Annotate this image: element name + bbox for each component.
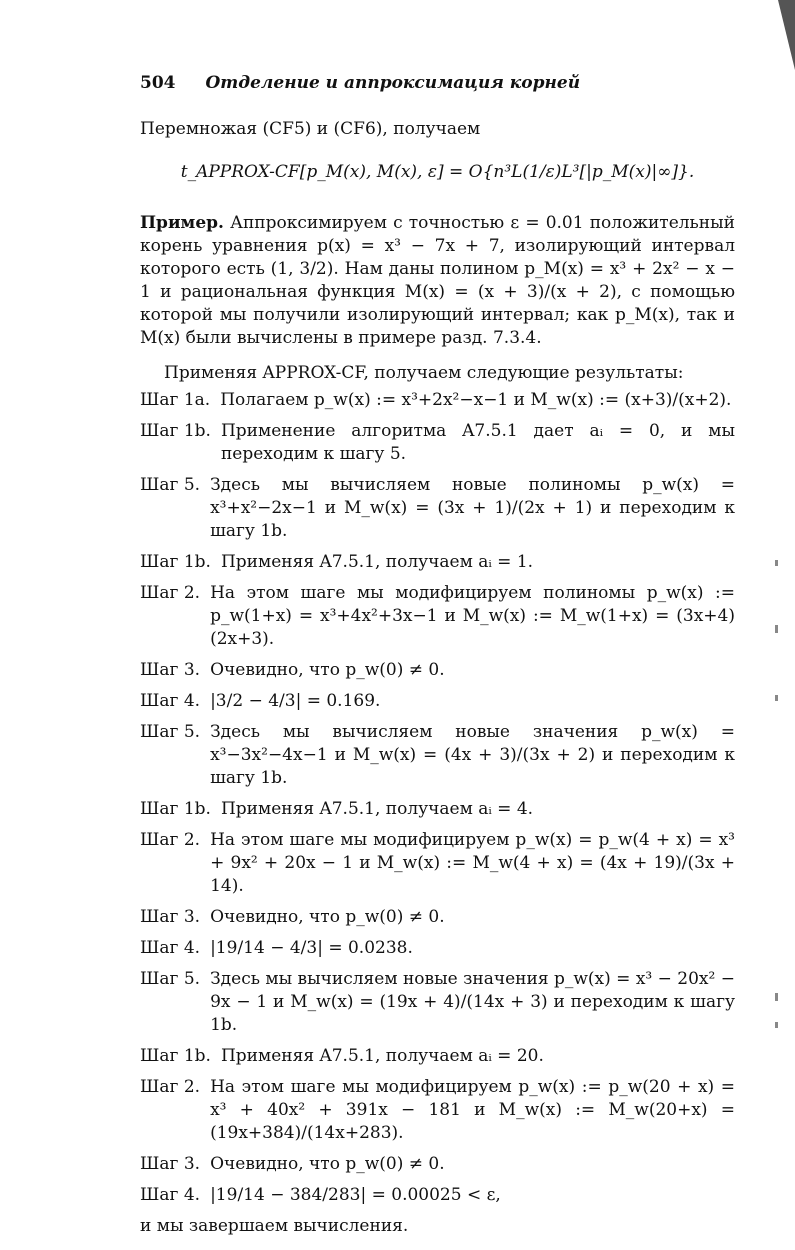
- page-number: 504: [140, 73, 176, 93]
- step-label: Шаг 3.: [140, 1154, 201, 1174]
- step-item: [140, 420, 735, 466]
- step-label: Шаг 1b.: [140, 421, 211, 441]
- step-text: |3/2 − 4/3| = 0.169.: [210, 691, 381, 711]
- step-label: Шаг 2.: [140, 830, 201, 850]
- step-label: Шаг 1а.: [140, 390, 211, 410]
- step-label: Шаг 4.: [140, 938, 201, 958]
- step-label: Шаг 4.: [140, 1185, 201, 1205]
- running-title: Отделение и аппроксимация корней: [205, 73, 581, 93]
- step-item: [140, 551, 735, 574]
- example-paragraph: [140, 212, 735, 350]
- step-label: Шаг 5.: [140, 722, 201, 742]
- step-text: Здесь мы вычисляем новые значения p_w(x) = x³ − 20x² − 9x − 1 и M_w(x) = (19x + 4)/(14x + 3) и переходим к шагу 1b.: [210, 969, 735, 1035]
- step-label: Шаг 3.: [140, 660, 201, 680]
- step-item: [140, 968, 735, 1037]
- step-text: Полагаем p_w(x) := x³+2x²−x−1 и M_w(x) := (x+3)/(x+2).: [220, 390, 732, 410]
- step-item: [140, 1076, 735, 1145]
- step-label: Шаг 5.: [140, 475, 201, 495]
- step-label: Шаг 3.: [140, 907, 201, 927]
- step-label: Шаг 4.: [140, 691, 201, 711]
- step-text: |19/14 − 384/283| = 0.00025 < ε,: [210, 1185, 501, 1205]
- step-label: Шаг 1b.: [140, 552, 211, 572]
- step-text: Применяя A7.5.1, получаем aᵢ = 1.: [220, 552, 534, 572]
- step-text: Применяя A7.5.1, получаем aᵢ = 4.: [220, 799, 534, 819]
- steps-intro: Применяя APPROX-CF, получаем следующие результаты:: [164, 363, 684, 383]
- closing-line: и мы завершаем вычисления.: [140, 1216, 409, 1236]
- steps-list: [140, 389, 735, 1207]
- step-text: Применение алгоритма A7.5.1 дает aᵢ = 0, и мы переходим к шагу 5.: [220, 421, 735, 464]
- step-item: [140, 937, 735, 960]
- margin-speck: [775, 993, 778, 1001]
- margin-speck: [775, 560, 778, 566]
- step-item: [140, 798, 735, 821]
- step-item: [140, 829, 735, 898]
- step-label: Шаг 1b.: [140, 799, 211, 819]
- step-item: [140, 659, 735, 682]
- book-page: [140, 72, 735, 1250]
- step-text: Очевидно, что p_w(0) ≠ 0.: [210, 907, 445, 927]
- step-label: Шаг 2.: [140, 583, 201, 603]
- step-text: Применяя A7.5.1, получаем aᵢ = 20.: [220, 1046, 544, 1066]
- step-item: [140, 1184, 735, 1207]
- step-text: На этом шаге мы модифицируем p_w(x) = p_w(4 + x) = x³ + 9x² + 20x − 1 и M_w(x) := M_w(4 + x) = (4x + 19)/(3x + 14).: [210, 830, 735, 896]
- step-text: |19/14 − 4/3| = 0.0238.: [210, 938, 413, 958]
- step-text: На этом шаге мы модифицируем полиномы p_w(x) := p_w(1+x) = x³+4x²+3x−1 и M_w(x) := M_w(1+x) = (3x+4)(2x+3).: [210, 583, 735, 649]
- intro-paragraph: Перемножая (CF5) и (CF6), получаем: [140, 119, 481, 139]
- step-text: Очевидно, что p_w(0) ≠ 0.: [210, 660, 445, 680]
- step-label: Шаг 5.: [140, 969, 201, 989]
- step-item: [140, 690, 735, 713]
- step-item: [140, 474, 735, 543]
- step-text: Здесь мы вычисляем новые значения p_w(x) = x³−3x²−4x−1 и M_w(x) = (4x + 3)/(3x + 2) и переходим к шагу 1b.: [210, 722, 735, 788]
- margin-speck: [775, 625, 778, 633]
- step-item: [140, 582, 735, 651]
- step-item: [140, 1045, 735, 1068]
- step-item: [140, 1153, 735, 1176]
- margin-speck: [775, 695, 778, 701]
- step-item: [140, 389, 735, 412]
- step-item: [140, 721, 735, 790]
- step-text: Очевидно, что p_w(0) ≠ 0.: [210, 1154, 445, 1174]
- example-text: Аппроксимируем с точностью ε = 0.01 положительный корень уравнения p(x) = x³ − 7x + 7, изолирующий интервал которого есть (1, 3/2). Нам даны полином p_M(x) = x³ + 2x² − x − 1 и рациональная функция M(x) = (x + 3)/(x + 2), с помощью которой мы получили изолирующий интервал; как p_M(x), так и M(x) были вычислены в примере разд. 7.3.4.: [140, 213, 735, 348]
- step-label: Шаг 2.: [140, 1077, 201, 1097]
- step-item: [140, 906, 735, 929]
- complexity-formula: t_APPROX-CF[p_M(x), M(x), ε] = O{n³L(1/ε)L³[|p_M(x)|∞]}.: [180, 162, 695, 182]
- example-title: Пример.: [140, 213, 224, 233]
- step-text: Здесь мы вычисляем новые полиномы p_w(x) = x³+x²−2x−1 и M_w(x) = (3x + 1)/(2x + 1) и переходим к шагу 1b.: [210, 475, 735, 541]
- step-label: Шаг 1b.: [140, 1046, 211, 1066]
- page-header: [140, 72, 735, 102]
- step-text: На этом шаге мы модифицируем p_w(x) := p_w(20 + x) = x³ + 40x² + 391x − 181 и M_w(x) := M_w(20+x) = (19x+384)/(14x+283).: [210, 1077, 735, 1143]
- page-corner-shadow: [778, 0, 795, 70]
- margin-speck: [775, 1022, 778, 1028]
